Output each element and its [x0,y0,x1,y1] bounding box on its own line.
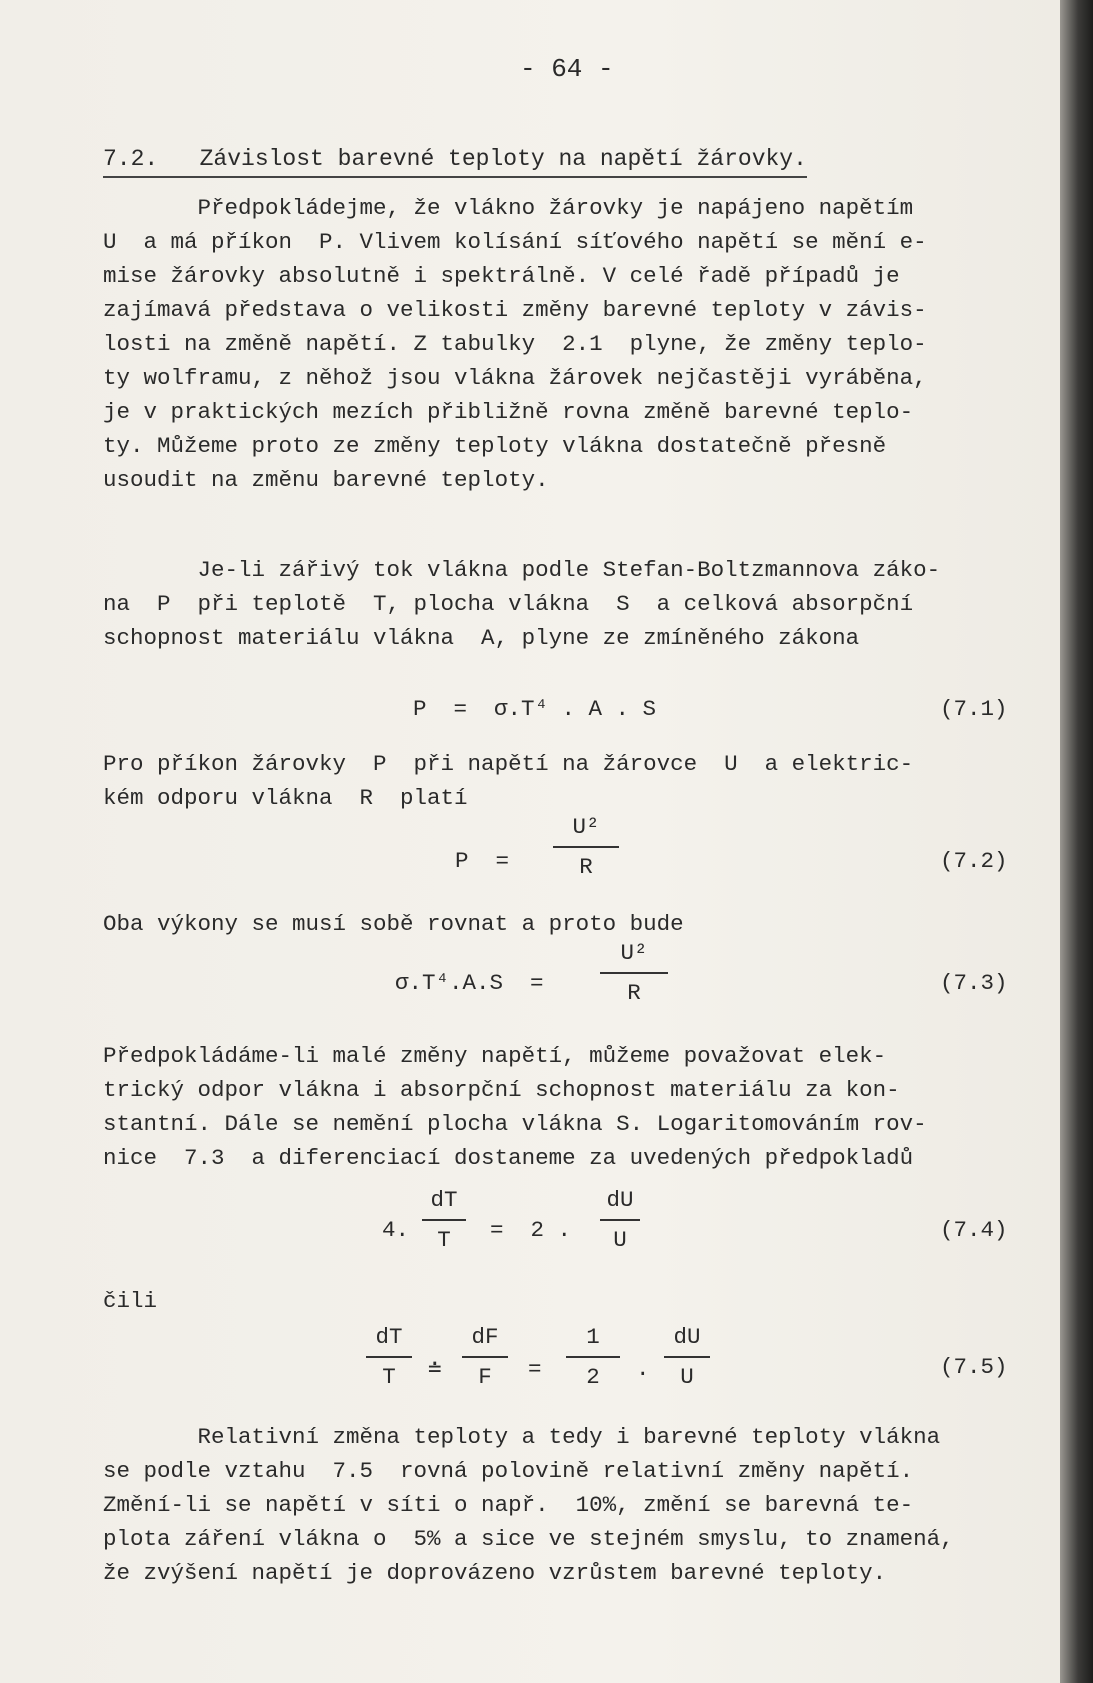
fraction-bar [462,1356,508,1358]
text-line: mise žárovky absolutně i spektrálně. V celé řadě případů je [103,263,900,289]
paragraph-1 [103,191,1063,497]
equation-7-4-fraction-2 [600,1187,640,1253]
numerator: 1 [586,1324,600,1350]
section-heading: 7.2. Závislost barevné teploty na napětí žárovky. [103,146,807,178]
page-binding-edge [1060,0,1093,1683]
equation-7-1: P = σ.T⁴ . A . S [413,696,657,722]
paragraph-3 [103,747,1063,815]
numerator: dU [606,1187,634,1213]
text-line: U a má příkon P. Vlivem kolísání síťového napětí se mění e- [103,229,927,255]
paragraph-5 [103,1039,1063,1175]
fraction-bar [366,1356,412,1358]
text-line: trický odpor vlákna i absorpční schopnost materiálu za kon- [103,1077,900,1103]
equation-7-5-fraction-2 [462,1324,508,1390]
text-line: Změní-li se napětí v síti o např. 10%, změní se barevná te- [103,1492,914,1518]
text-line: stantní. Dále se nemění plocha vlákna S. Logaritomováním rov- [103,1111,927,1137]
equation-number: (7.1) [940,696,1008,722]
numerator: dU [673,1324,701,1350]
fraction-bar [422,1219,466,1221]
equation-7-5-fraction-1 [366,1324,412,1390]
equation-7-4-coef: 4. [382,1217,410,1243]
text-line: kém odporu vlákna R platí [103,785,468,811]
equation-7-5-fraction-4 [664,1324,710,1390]
text-line: losti na změně napětí. Z tabulky 2.1 plyne, že změny teplo- [103,331,927,357]
paragraph-6 [103,1420,1063,1590]
equation-7-4-mid: = 2 . [490,1217,572,1243]
fraction-bar [566,1356,620,1358]
text-line: na P při teplotě T, plocha vlákna S a celková absorpční [103,591,914,617]
equation-number: (7.5) [940,1354,1008,1380]
conjunction: čili [103,1288,158,1314]
equation-7-4-fraction-1 [422,1187,466,1253]
denominator: 2 [586,1364,600,1390]
text-line: Předpokládáme-li malé změny napětí, můžeme považovat elek- [103,1043,887,1069]
denominator: T [437,1227,451,1253]
denominator: F [478,1364,492,1390]
text-line: je v praktických mezích přibližně rovna změně barevné teplo- [103,399,914,425]
text-line: že zvýšení napětí je doprovázeno vzrůstem barevné teploty. [103,1560,887,1586]
text-line: plota záření vlákna o 5% a sice ve stejném smyslu, to znamená, [103,1526,954,1552]
text-line: ty. Můžeme proto ze změny teploty vlákna dostatečně přesně [103,433,887,459]
text-line: schopnost materiálu vlákna A, plyne ze zmíněného zákona [103,625,860,651]
text-line: Pro příkon žárovky P při napětí na žárovce U a elektric- [103,751,914,777]
equation-7-5-op: = [528,1356,542,1382]
equation-7-2-fraction [553,814,619,880]
equation-7-2-lhs: P = [455,848,510,874]
fraction-bar [600,972,668,974]
text-line: zajímavá představa o velikosti změny barevné teploty v závis- [103,297,927,323]
page-number: - 64 - [520,54,614,84]
text-line: ty wolframu, z něhož jsou vlákna žárovek nejčastěji vyráběna, [103,365,927,391]
numerator: dT [430,1187,458,1213]
text-line: Je-li zářivý tok vlákna podle Stefan-Boltzmannova záko- [103,557,941,583]
equation-number: (7.2) [940,848,1008,874]
fraction-bar [600,1219,640,1221]
text-line: Relativní změna teploty a tedy i barevné teploty vlákna [103,1424,941,1450]
numerator: dF [471,1324,499,1350]
denominator: R [627,980,641,1006]
equation-7-5-op: ≐ [428,1357,442,1383]
fraction-bar [553,846,619,848]
equation-7-3-fraction [600,940,668,1006]
equation-7-5-op: . [636,1356,650,1382]
numerator: dT [375,1324,403,1350]
equation-7-5-fraction-3 [566,1324,620,1390]
paragraph-4 [103,907,1063,941]
text-line: usoudit na změnu barevné teploty. [103,467,549,493]
denominator: T [382,1364,396,1390]
equation-number: (7.4) [940,1217,1008,1243]
text-line: nice 7.3 a diferenciací dostaneme za uvedených předpokladů [103,1145,914,1171]
denominator: R [579,854,593,880]
text-line: Oba výkony se musí sobě rovnat a proto bude [103,911,684,937]
denominator: U [680,1364,694,1390]
paragraph-2 [103,553,1063,655]
equation-number: (7.3) [940,970,1008,996]
numerator: U² [572,814,600,840]
text-line: se podle vztahu 7.5 rovná polovině relativní změny napětí. [103,1458,914,1484]
text-line: Předpokládejme, že vlákno žárovky je napájeno napětím [103,195,914,221]
equation-7-3-lhs: σ.T⁴.A.S = [395,970,544,996]
numerator: U² [620,940,648,966]
denominator: U [613,1227,627,1253]
fraction-bar [664,1356,710,1358]
